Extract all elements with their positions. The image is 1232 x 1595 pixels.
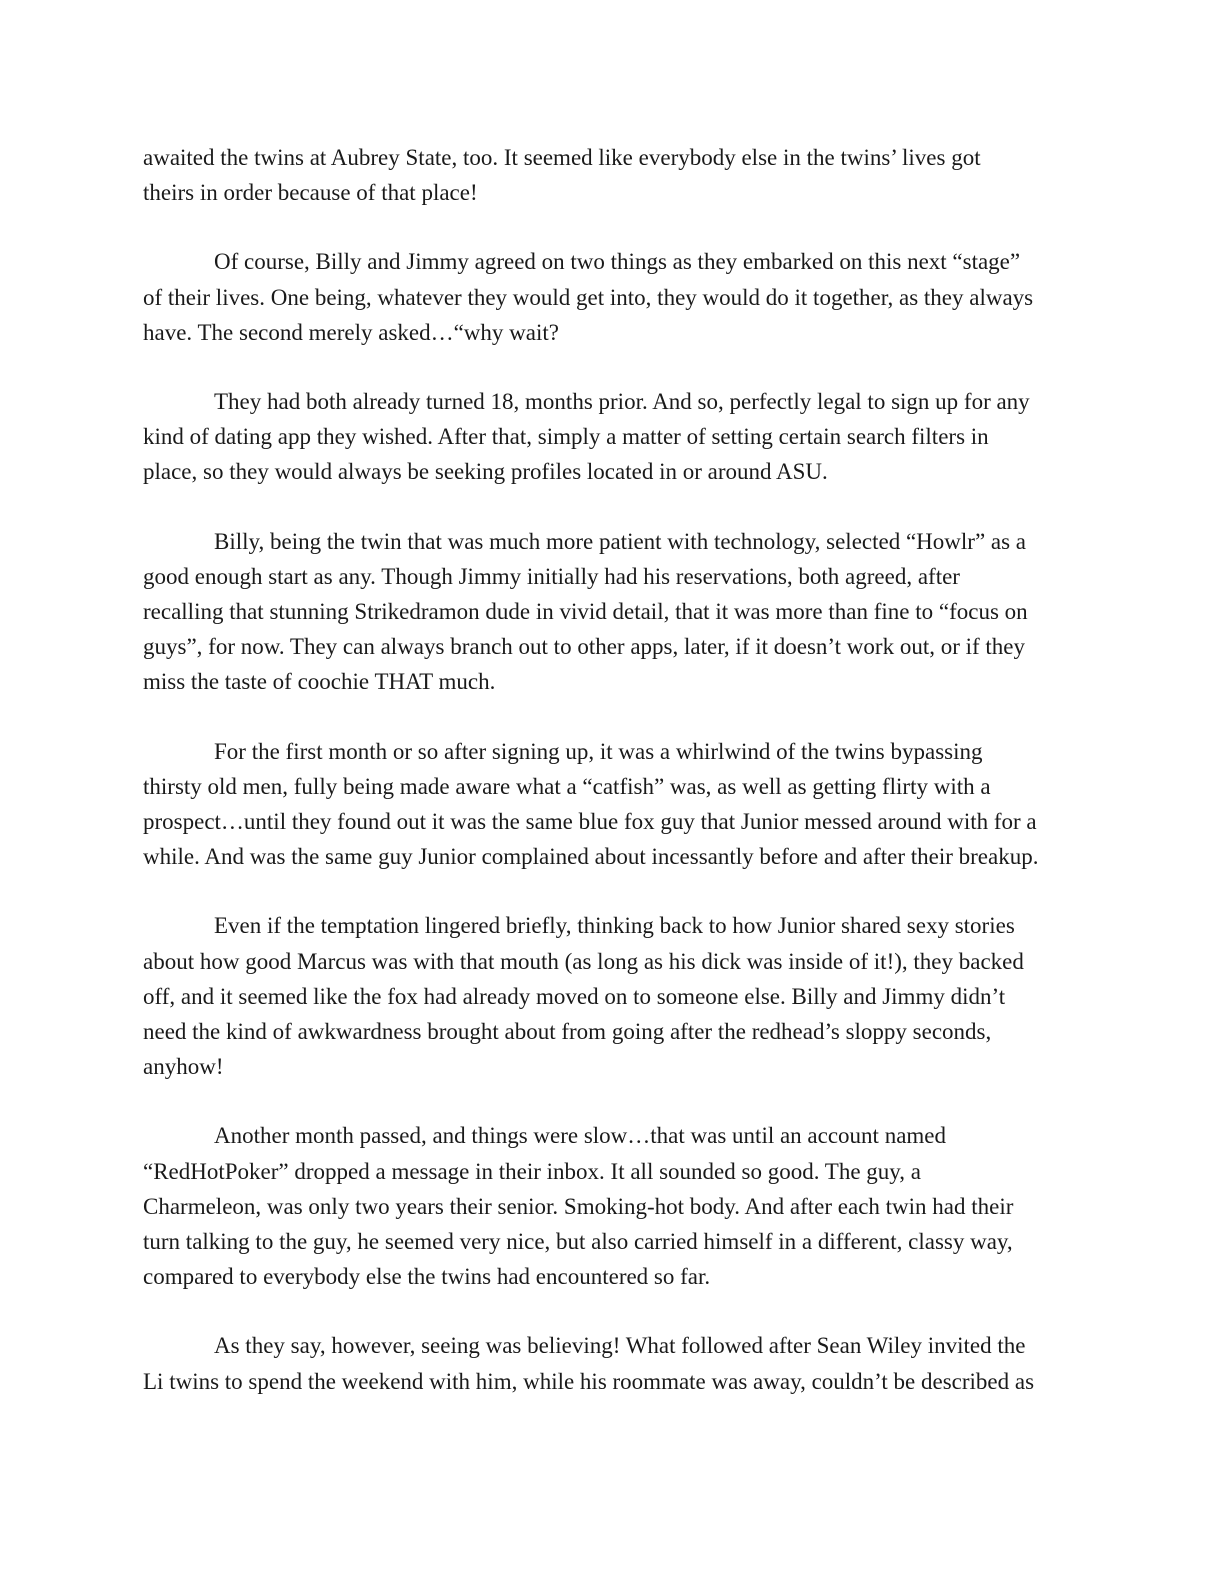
- text-line: anyhow!: [143, 1054, 224, 1080]
- text-line: about how good Marcus was with that mouth (as long as his dick was inside of it!), they backed: [143, 948, 1024, 974]
- text-line: theirs in order because of that place!: [143, 180, 478, 206]
- paragraph: [143, 1328, 1083, 1398]
- paragraph: [143, 140, 1083, 210]
- paragraph: [143, 1118, 1083, 1294]
- text-line: while. And was the same guy Junior complained about incessantly before and after their breakup.: [143, 844, 1039, 870]
- text-line: off, and it seemed like the fox had already moved on to someone else. Billy and Jimmy didn’t: [143, 983, 1006, 1009]
- paragraph: [143, 524, 1083, 700]
- text-line: need the kind of awkwardness brought about from going after the redhead’s sloppy seconds,: [143, 1019, 992, 1045]
- text-line: awaited the twins at Aubrey State, too. It seemed like everybody else in the twins’ lives got: [143, 145, 981, 170]
- text-line: Li twins to spend the weekend with him, while his roommate was away, couldn’t be described as: [143, 1368, 1035, 1394]
- text-line: good enough start as any. Though Jimmy initially had his reservations, both agreed, after: [143, 563, 960, 589]
- text-line: turn talking to the guy, he seemed very nice, but also carried himself in a different, classy way,: [143, 1229, 1013, 1255]
- text-line: kind of dating app they wished. After that, simply a matter of setting certain search filters in: [143, 424, 989, 450]
- text-line: “RedHotPoker” dropped a message in their inbox. It all sounded so good. The guy, a: [143, 1158, 922, 1184]
- text-line: They had both already turned 18, months prior. And so, perfectly legal to sign up for any: [214, 389, 1030, 415]
- text-line: compared to everybody else the twins had encountered so far.: [143, 1264, 711, 1290]
- text-line: guys”, for now. They can always branch out to other apps, later, if it doesn’t work out, or if they: [143, 634, 1026, 660]
- text-line: Charmeleon, was only two years their senior. Smoking-hot body. And after each twin had their: [143, 1193, 1014, 1219]
- text-line: miss the taste of coochie THAT much.: [143, 669, 496, 695]
- text-line: Even if the temptation lingered briefly, thinking back to how Junior shared sexy stories: [214, 913, 1015, 939]
- text-line: Billy, being the twin that was much more patient with technology, selected “Howlr” as a: [214, 528, 1027, 554]
- text-line: have. The second merely asked…“why wait?: [143, 319, 559, 345]
- text-line: As they say, however, seeing was believing! What followed after Sean Wiley invited the: [214, 1333, 1026, 1359]
- text-line: recalling that stunning Strikedramon dude in vivid detail, that it was more than fine to “focus on: [143, 599, 1028, 625]
- text-line: For the first month or so after signing up, it was a whirlwind of the twins bypassing: [214, 738, 983, 764]
- text-line: Another month passed, and things were slow…that was until an account named: [214, 1123, 947, 1149]
- paragraph: [143, 244, 1083, 350]
- document-body: [143, 140, 1083, 1433]
- text-line: Of course, Billy and Jimmy agreed on two things as they embarked on this next “stage”: [214, 249, 1021, 275]
- text-line: of their lives. One being, whatever they would get into, they would do it together, as they always: [143, 284, 1034, 310]
- paragraph: [143, 384, 1083, 490]
- paragraph: [143, 734, 1083, 875]
- paragraph: [143, 908, 1083, 1084]
- text-line: prospect…until they found out it was the same blue fox guy that Junior messed around with for a: [143, 809, 1037, 835]
- text-line: place, so they would always be seeking profiles located in or around ASU.: [143, 459, 828, 485]
- text-line: thirsty old men, fully being made aware what a “catfish” was, as well as getting flirty with a: [143, 773, 991, 799]
